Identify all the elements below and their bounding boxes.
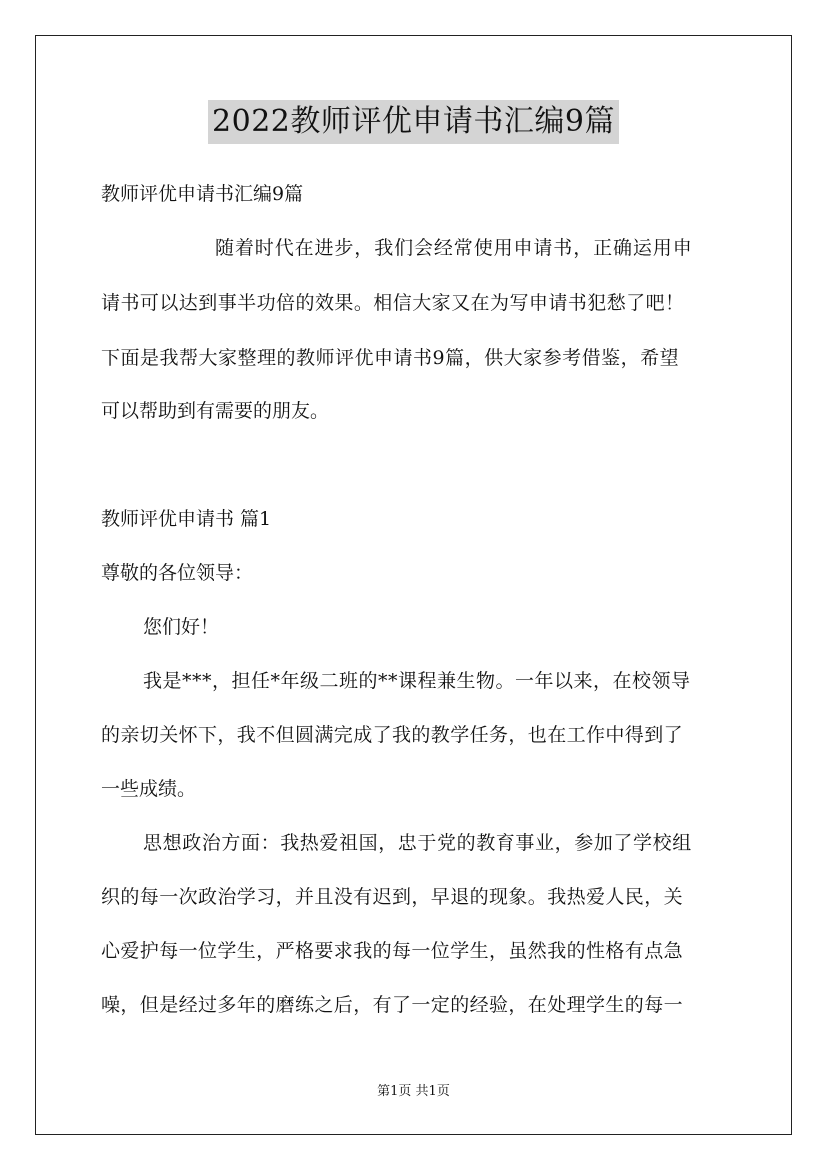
intro-line-2: 请书可以达到事半功倍的效果。相信大家又在为写申请书犯愁了吧！	[101, 292, 685, 314]
paragraph1-line-2: 的亲切关怀下，我不但圆满完成了我的教学任务，也在工作中得到了	[101, 724, 684, 746]
paragraph2-line-3: 心爱护每一位学生，严格要求我的每一位学生，虽然我的性格有点急	[101, 940, 684, 962]
paragraph2-line-1: 思想政治方面：我热爱祖国，忠于党的教育事业，参加了学校组	[143, 832, 692, 854]
title-container	[0, 100, 827, 144]
paragraph2-line-2: 织的每一次政治学习，并且没有迟到，早退的现象。我热爱人民，关	[101, 886, 684, 908]
salutation: 尊敬的各位领导：	[101, 562, 254, 584]
greeting: 您们好！	[143, 616, 220, 638]
intro-line-4: 可以帮助到有需要的朋友。	[101, 400, 330, 422]
section-heading: 教师评优申请书 篇1	[101, 508, 272, 530]
paragraph1-line-3: 一些成绩。	[101, 778, 197, 800]
intro-line-1: 随着时代在进步，我们会经常使用申请书，正确运用申	[215, 237, 693, 259]
document-subtitle: 教师评优申请书汇编9篇	[101, 183, 304, 205]
paragraph1-line-1: 我是***，担任*年级二班的**课程兼生物。一年以来，在校领导	[143, 670, 691, 692]
document-title: 2022教师评优申请书汇编9篇	[208, 100, 619, 144]
page-number: 第1页 共1页	[377, 1084, 450, 1099]
paragraph2-line-4: 噪，但是经过多年的磨练之后，有了一定的经验，在处理学生的每一	[101, 994, 684, 1016]
intro-line-3: 下面是我帮大家整理的教师评优申请书9篇，供大家参考借鉴，希望	[101, 347, 680, 369]
